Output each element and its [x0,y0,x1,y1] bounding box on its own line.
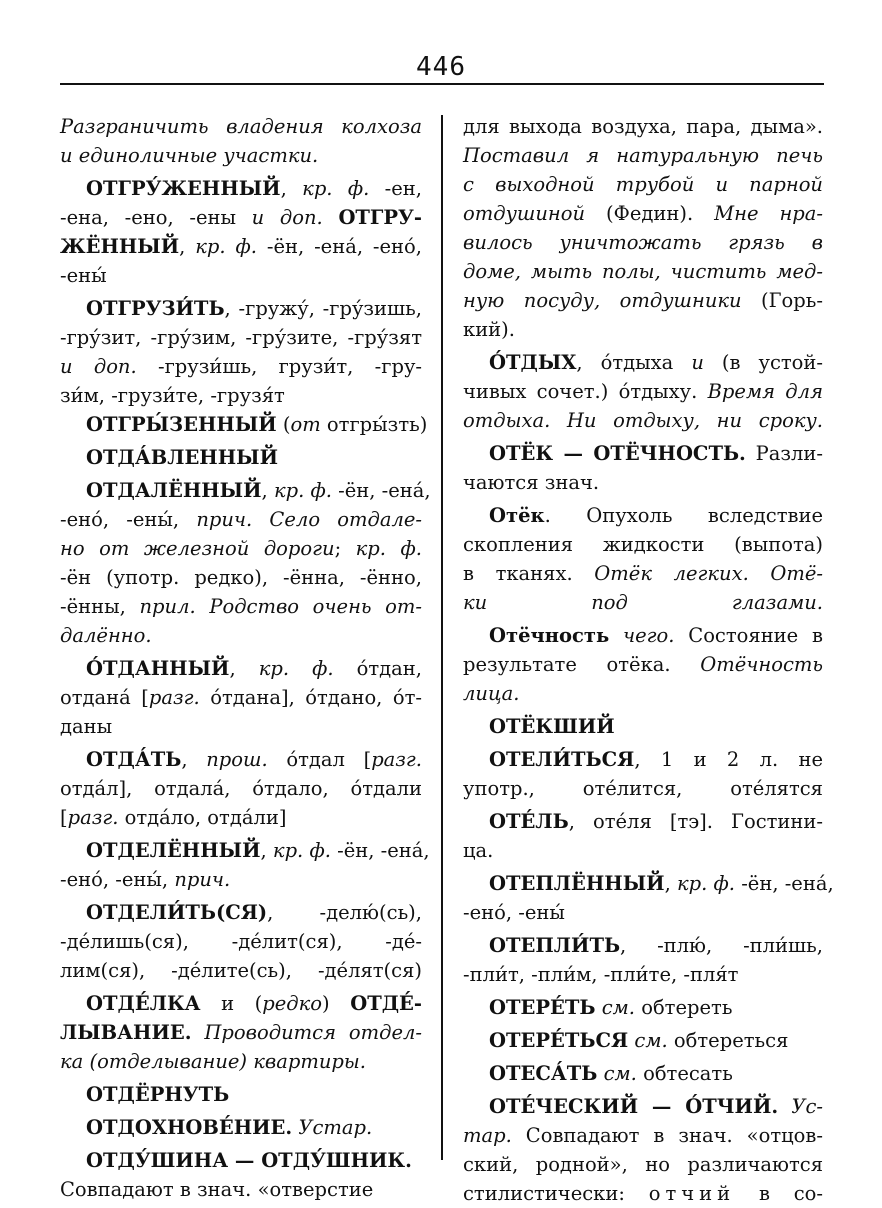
italic-text: но от железной дороги [60,537,335,560]
text-line [463,228,823,257]
italic-text: Время для [707,380,823,403]
italic-text: ную посуду, отдушники [463,289,742,312]
text-line [60,505,422,534]
italic-text: доме, мыть полы, чистить мед- [463,260,823,283]
headword: Отёчность [489,624,610,647]
text-line [60,352,422,381]
text-line [60,534,422,563]
text-run: -ён, -ена́, [330,839,430,862]
text-run: , -плю́, -пли́шь, [620,934,823,957]
right-column [463,112,834,1208]
text-run: -ён, -ена́, [331,479,431,502]
italic-text: Отёк легких. Отё- [594,562,823,585]
text-run: Состояние в [674,624,823,647]
text-line [60,1047,422,1076]
text-line [60,592,422,621]
italic-text: и единоличные участки. [60,144,319,167]
text-line [60,927,422,956]
italic-text: кр. ф. [258,657,334,680]
italic-text: тар. [463,1124,512,1147]
text-line [60,294,422,323]
text-line [463,836,823,865]
italic-text: см. [634,1029,668,1052]
italic-text: Мне нра- [714,202,823,225]
text-run: -пли́т, -пли́м, -пли́те, -пля́т [463,963,739,986]
headword: ОТЕПЛЁННЫЙ [489,872,665,895]
text-line [463,199,823,228]
headword: ОТГРУ- [338,206,422,229]
text-run: (в устой- [703,351,823,374]
text-line [463,960,823,989]
text-line [463,774,823,803]
text-line [60,956,422,985]
headword: ОТЕ́ЛЬ [489,810,569,833]
headword: ОТЕРЕ́ТЬ [489,996,596,1019]
text-run: , [260,839,273,862]
text-run: . Опухоль вследствие [544,504,823,527]
italic-text: прич. Село отдале- [196,508,423,531]
text-line [463,712,823,741]
italic-text: редко [262,992,323,1015]
text-run: кий). [463,318,515,341]
italic-text: и доп. [60,355,137,378]
text-run: , [664,872,677,895]
text-line [60,1018,422,1047]
text-line [463,348,823,377]
text-run: -ено́, -ены́ [463,901,565,924]
headword: ОТЕПЛИ́ТЬ [489,934,621,957]
text-run: Разли- [745,442,823,465]
text-run: , оте́ля [тэ]. Гостини- [568,810,823,833]
text-line [60,774,422,803]
text-run [192,1021,205,1044]
text-line [60,836,430,865]
italic-text: лица. [463,682,520,705]
italic-text: ка (отделывание) квартиры. [60,1050,366,1073]
page-number: 446 [416,52,466,82]
italic-text: кр. ф. [273,479,332,502]
text-run: , 1 и 2 л. не [634,748,823,771]
text-run: о́тдана], о́тдано, о́т- [199,686,422,709]
text-line [60,323,422,352]
text-line [60,1146,422,1175]
text-line [60,898,422,927]
headword: ОТДУ́ШИНА — ОТДУ́ШНИК. [86,1149,412,1172]
text-line [463,501,823,530]
italic-text: с выходной трубой и парной [463,173,823,196]
text-line [463,439,823,468]
headword: ОТДА́ТЬ [86,748,182,771]
text-run: ца. [463,839,494,862]
text-line [463,931,823,960]
text-run: обтесать [636,1062,733,1085]
italic-text: Проводится отдел- [204,1021,422,1044]
text-run: -ённы, [60,595,140,618]
text-line [463,745,823,774]
text-run: отдана́ [ [60,686,149,709]
text-run: , -делю́(сь), [267,901,422,924]
text-line [60,621,422,650]
text-run: [ [60,806,68,829]
text-run: , [261,479,274,502]
text-line [60,476,431,505]
text-run: стилистически: [463,1182,649,1205]
text-run: и ( [200,992,263,1015]
text-line [463,257,823,286]
text-line [463,530,823,559]
text-run: -гру́зит, -гру́зим, -гру́зите, -гру́зят [60,326,422,349]
headword: ОТГРУЗИ́ТЬ [86,297,225,320]
text-run: (Федин). [585,202,715,225]
headword: ОТДА́ВЛЕННЫЙ [86,446,279,469]
italic-text: и доп. [251,206,323,229]
text-line [60,803,422,832]
text-run: -ены́ [60,264,107,287]
italic-text: прич. [174,868,231,891]
text-run: -ён, -ена́, -ено́, [256,235,422,258]
text-run: отгры́зть) [320,413,428,436]
italic-text: ки под глазами. [463,591,823,614]
text-run: чаются знач. [463,471,600,494]
text-line [463,679,823,708]
text-line [463,315,823,344]
italic-text: Устар. [298,1116,373,1139]
text-line [60,203,422,232]
text-line [60,865,422,894]
text-run: обтереться [667,1029,789,1052]
italic-text: и [691,351,704,374]
text-run: -ено́, -ены́, [60,508,197,531]
text-run: ский, родной», но различаются [463,1153,823,1176]
left-column [60,112,431,1204]
text-run: обтереть [635,996,733,1019]
text-line [60,654,422,683]
italic-text: см. [603,1062,637,1085]
headword: ОТЁК — ОТЁЧНОСТЬ. [489,442,746,465]
italic-text: вилось уничтожать грязь в [463,231,823,254]
text-run: ; [334,537,356,560]
headword: ОТГРУ́ЖЕННЫЙ [86,177,281,200]
text-run: -ён, -ена́, [735,872,834,895]
text-run: результате отёка. [463,653,701,676]
text-line [463,807,823,836]
italic-text: Ус- [791,1095,824,1118]
text-run: , [179,235,196,258]
text-run: , [181,748,207,771]
italic-text: см. [601,996,635,1019]
text-run: , о́тдыха [576,351,692,374]
text-run: (Горь- [741,289,823,312]
text-line [463,559,823,588]
text-run: для выхода воздуха, пара, дыма». [463,115,823,138]
text-run: -ена, -ено, -ены [60,206,252,229]
text-line [463,993,823,1022]
text-run: , [229,657,259,680]
headword: ОТЕРЕ́ТЬСЯ [489,1029,629,1052]
text-line [60,1175,422,1204]
text-line [463,1150,823,1179]
text-line [60,443,422,472]
italic-text: далённо. [60,624,152,647]
headword: ОТДЁРНУТЬ [86,1083,230,1106]
headword: ОТДЕЛЁННЫЙ [86,839,261,862]
text-line [60,112,422,141]
text-line [463,141,823,170]
italic-text: Разграничить владения колхоза [60,115,422,138]
text-run [323,206,339,229]
text-run: скопления жидкости (выпота) [463,533,823,556]
headword: ОТЕСА́ТЬ [489,1062,598,1085]
italic-text: Отёчность [700,653,823,676]
text-run: о́тдал [ [267,748,372,771]
text-line [60,261,422,290]
text-run: , [280,177,303,200]
italic-text: разг. [148,686,200,709]
text-line [60,712,422,741]
text-line [60,745,422,774]
italic-text: отдушиной [463,202,586,225]
text-run: Совпадают в знач. «отверстие [60,1178,374,1201]
text-line [463,621,823,650]
text-run: ) [322,992,351,1015]
text-line [463,1059,823,1088]
text-line [60,989,422,1018]
headword: ОТДАЛЁННЫЙ [86,479,262,502]
headword: ЛЫВАНИЕ. [60,1021,192,1044]
italic-text: прил. Родство очень от- [139,595,422,618]
headword: ОТЁКШИЙ [489,715,615,738]
italic-text: прош. [206,748,268,771]
italic-text: чего. [623,624,675,647]
text-line [463,869,834,898]
text-run: зи́м, -грузи́те, -грузя́т [60,384,285,407]
text-line [60,683,422,712]
text-line [463,1121,823,1150]
text-line [463,1092,823,1121]
headword: Отёк [489,504,545,527]
text-run [778,1095,791,1118]
text-line [463,588,823,617]
headword: ОТДОХНОВЕ́НИЕ. [86,1116,293,1139]
text-run: отда́ло, отда́ли] [118,806,287,829]
headword: ОТЕ́ЧЕСКИЙ — О́ТЧИЙ. [489,1095,779,1118]
headword: ОТГРЫ́ЗЕННЫЙ [86,413,277,436]
italic-text: отдыха. Ни отдыху, ни сроку. [463,409,823,432]
text-line [60,174,422,203]
text-line [463,1179,823,1208]
text-run: ( [276,413,291,436]
text-run: о́тдан, [333,657,422,680]
text-run: в тканях. [463,562,595,585]
text-run [609,624,623,647]
text-run: , -гружу́, -гру́зишь, [224,297,422,320]
italic-text: разг. [371,748,422,771]
text-run: лим(ся), -де́лите(сь), -де́лят(ся) [60,959,422,982]
italic-text: от [290,413,321,436]
headword: О́ТДАННЫЙ [86,657,230,680]
text-run: в со- [735,1182,823,1205]
text-line [463,170,823,199]
text-line [463,377,823,406]
italic-text: кр. ф. [677,872,735,895]
text-line [463,406,823,435]
headword: ОТДЕ́- [350,992,422,1015]
headword: О́ТДЫХ [489,351,577,374]
column-divider [441,115,443,1160]
text-line [60,1113,422,1142]
header-rule [60,83,824,85]
text-line [60,141,422,170]
text-run: даны [60,715,113,738]
text-run: отчий [648,1182,736,1205]
text-line [60,563,422,592]
text-run: -ено́, -ены́, [60,868,175,891]
text-line [60,381,422,410]
headword: ЖЁННЫЙ [60,235,180,258]
text-line [463,286,823,315]
text-run: -де́лишь(ся), -де́лит(ся), -де́- [60,930,422,953]
text-line [463,1026,823,1055]
text-line [463,468,823,497]
headword: ОТДЕЛИ́ТЬ(СЯ) [86,901,268,924]
italic-text: кр. ф. [272,839,331,862]
text-run: -грузи́шь, грузи́т, -гру- [136,355,423,378]
italic-text: кр. ф. [302,177,370,200]
text-run: употр., оте́лится, оте́лятся [463,777,823,800]
text-line [463,898,823,927]
italic-text: кр. ф. [355,537,422,560]
text-run: чивых сочет.) о́тдыху. [463,380,708,403]
text-run: Совпадают в знач. «отцов- [511,1124,823,1147]
headword: ОТЕЛИ́ТЬСЯ [489,748,635,771]
text-line [60,232,422,261]
text-line [463,650,823,679]
text-run: -ён (употр. редко), -ённа, -ённо, [60,566,422,589]
text-line [463,112,823,141]
text-run: -ен, [369,177,422,200]
italic-text: Поставил я натуральную печь [463,144,823,167]
italic-text: разг. [67,806,119,829]
text-line [60,410,428,439]
text-run: отда́л], отдала́, о́тдало, о́тдали [60,777,422,800]
headword: ОТДЕ́ЛКА [86,992,201,1015]
italic-text: кр. ф. [195,235,257,258]
text-line [60,1080,422,1109]
